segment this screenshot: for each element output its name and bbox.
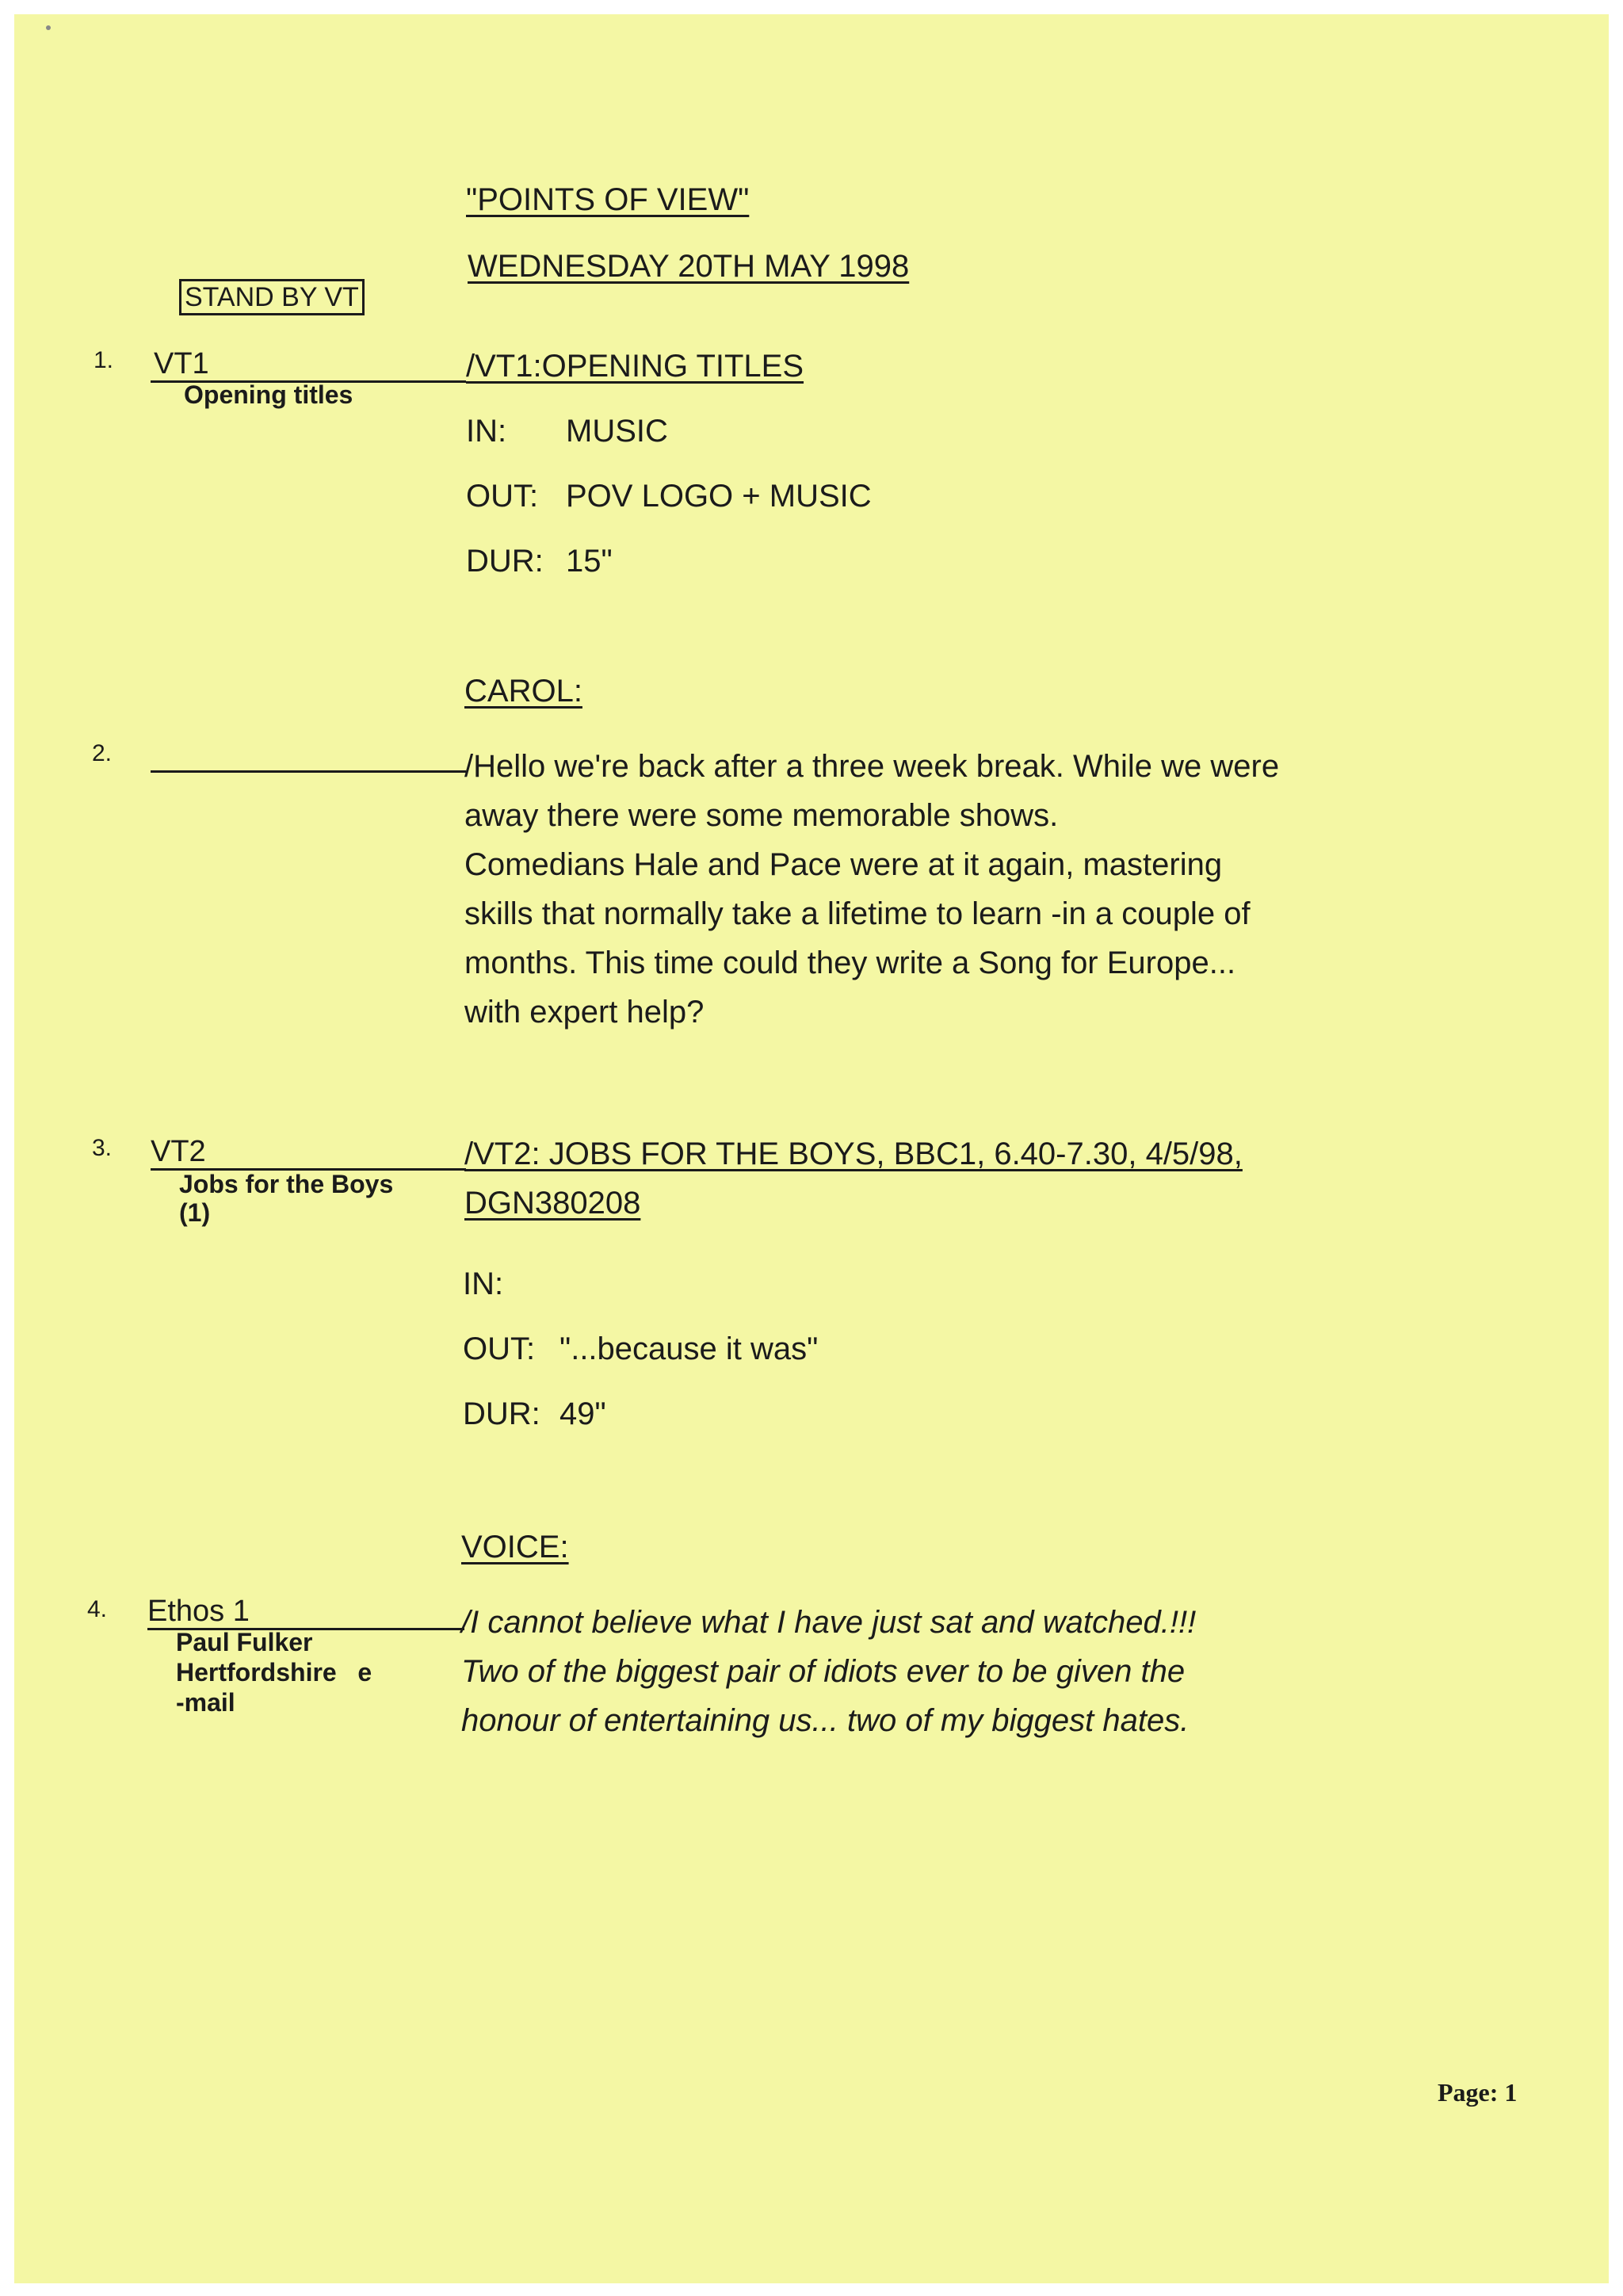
- item-4-number: 4.: [87, 1596, 108, 1622]
- item-4-line: honour of entertaining us... two of my biggest hates.: [461, 1703, 1190, 1738]
- item-2-line: with expert help?: [464, 995, 705, 1030]
- item-2-cue-line: [151, 770, 466, 773]
- item-4-line: /I cannot believe what I have just sat and watched.!!!: [461, 1605, 1197, 1640]
- item-1-number: 1.: [94, 347, 114, 373]
- script-page: [14, 14, 1609, 2283]
- item-1-dur-label: DUR:: [466, 544, 544, 579]
- stand-by-vt-box: STAND BY VT: [179, 279, 365, 315]
- item-3-out-value: "...because it was": [559, 1331, 819, 1366]
- item-4-text: [461, 1598, 1412, 1745]
- programme-title: "POINTS OF VIEW": [466, 182, 750, 217]
- item-4-source: Ethos 1: [147, 1595, 250, 1628]
- item-2-number: 2.: [92, 740, 113, 766]
- item-4-source-note-1: Paul Fulker: [176, 1628, 313, 1656]
- item-3-dur-value: 49": [559, 1396, 606, 1431]
- page-number: Page: 1: [1438, 2078, 1518, 2107]
- item-1-source: VT1: [154, 347, 209, 380]
- item-3-source-note-2: (1): [179, 1198, 211, 1227]
- item-4-source-note-3: -mail: [176, 1688, 235, 1717]
- item-3-heading-2: DGN380208: [464, 1186, 641, 1221]
- item-2-line: /Hello we're back after a three week break. While we were: [464, 749, 1280, 784]
- item-2-text: [464, 742, 1400, 1037]
- item-4-line: Two of the biggest pair of idiots ever to be given the: [461, 1654, 1186, 1689]
- item-3-in-label: IN:: [463, 1266, 504, 1301]
- item-1-out-label: OUT:: [466, 479, 539, 514]
- item-3-out-label: OUT:: [463, 1331, 536, 1366]
- item-2-line: months. This time could they write a Song for Europe...: [464, 946, 1236, 980]
- item-1-out-value: POV LOGO + MUSIC: [566, 479, 872, 514]
- item-2-line: Comedians Hale and Pace were at it again, mastering: [464, 847, 1223, 882]
- item-1-in-label: IN:: [466, 414, 507, 449]
- item-3-heading-1: /VT2: JOBS FOR THE BOYS, BBC1, 6.40-7.30, 4/5/98,: [464, 1137, 1243, 1171]
- item-1-source-note: Opening titles: [184, 380, 353, 409]
- item-3-dur-label: DUR:: [463, 1396, 540, 1431]
- paper-speck: [46, 25, 51, 30]
- item-2-line: skills that normally take a lifetime to learn -in a couple of: [464, 896, 1251, 931]
- item-4-source-note-2: Hertfordshire e: [176, 1658, 372, 1687]
- item-3-number: 3.: [92, 1135, 113, 1161]
- broadcast-date: WEDNESDAY 20TH MAY 1998: [468, 249, 910, 284]
- item-3-source: VT2: [151, 1135, 206, 1168]
- item-2-line: away there were some memorable shows.: [464, 798, 1059, 833]
- item-1-dur-value: 15": [566, 544, 613, 579]
- item-4-speaker: VOICE:: [461, 1530, 569, 1564]
- item-1-heading: /VT1:OPENING TITLES: [466, 349, 804, 384]
- item-1-in-value: MUSIC: [566, 414, 668, 449]
- item-2-speaker: CAROL:: [464, 674, 582, 709]
- item-3-source-note-1: Jobs for the Boys: [179, 1170, 394, 1198]
